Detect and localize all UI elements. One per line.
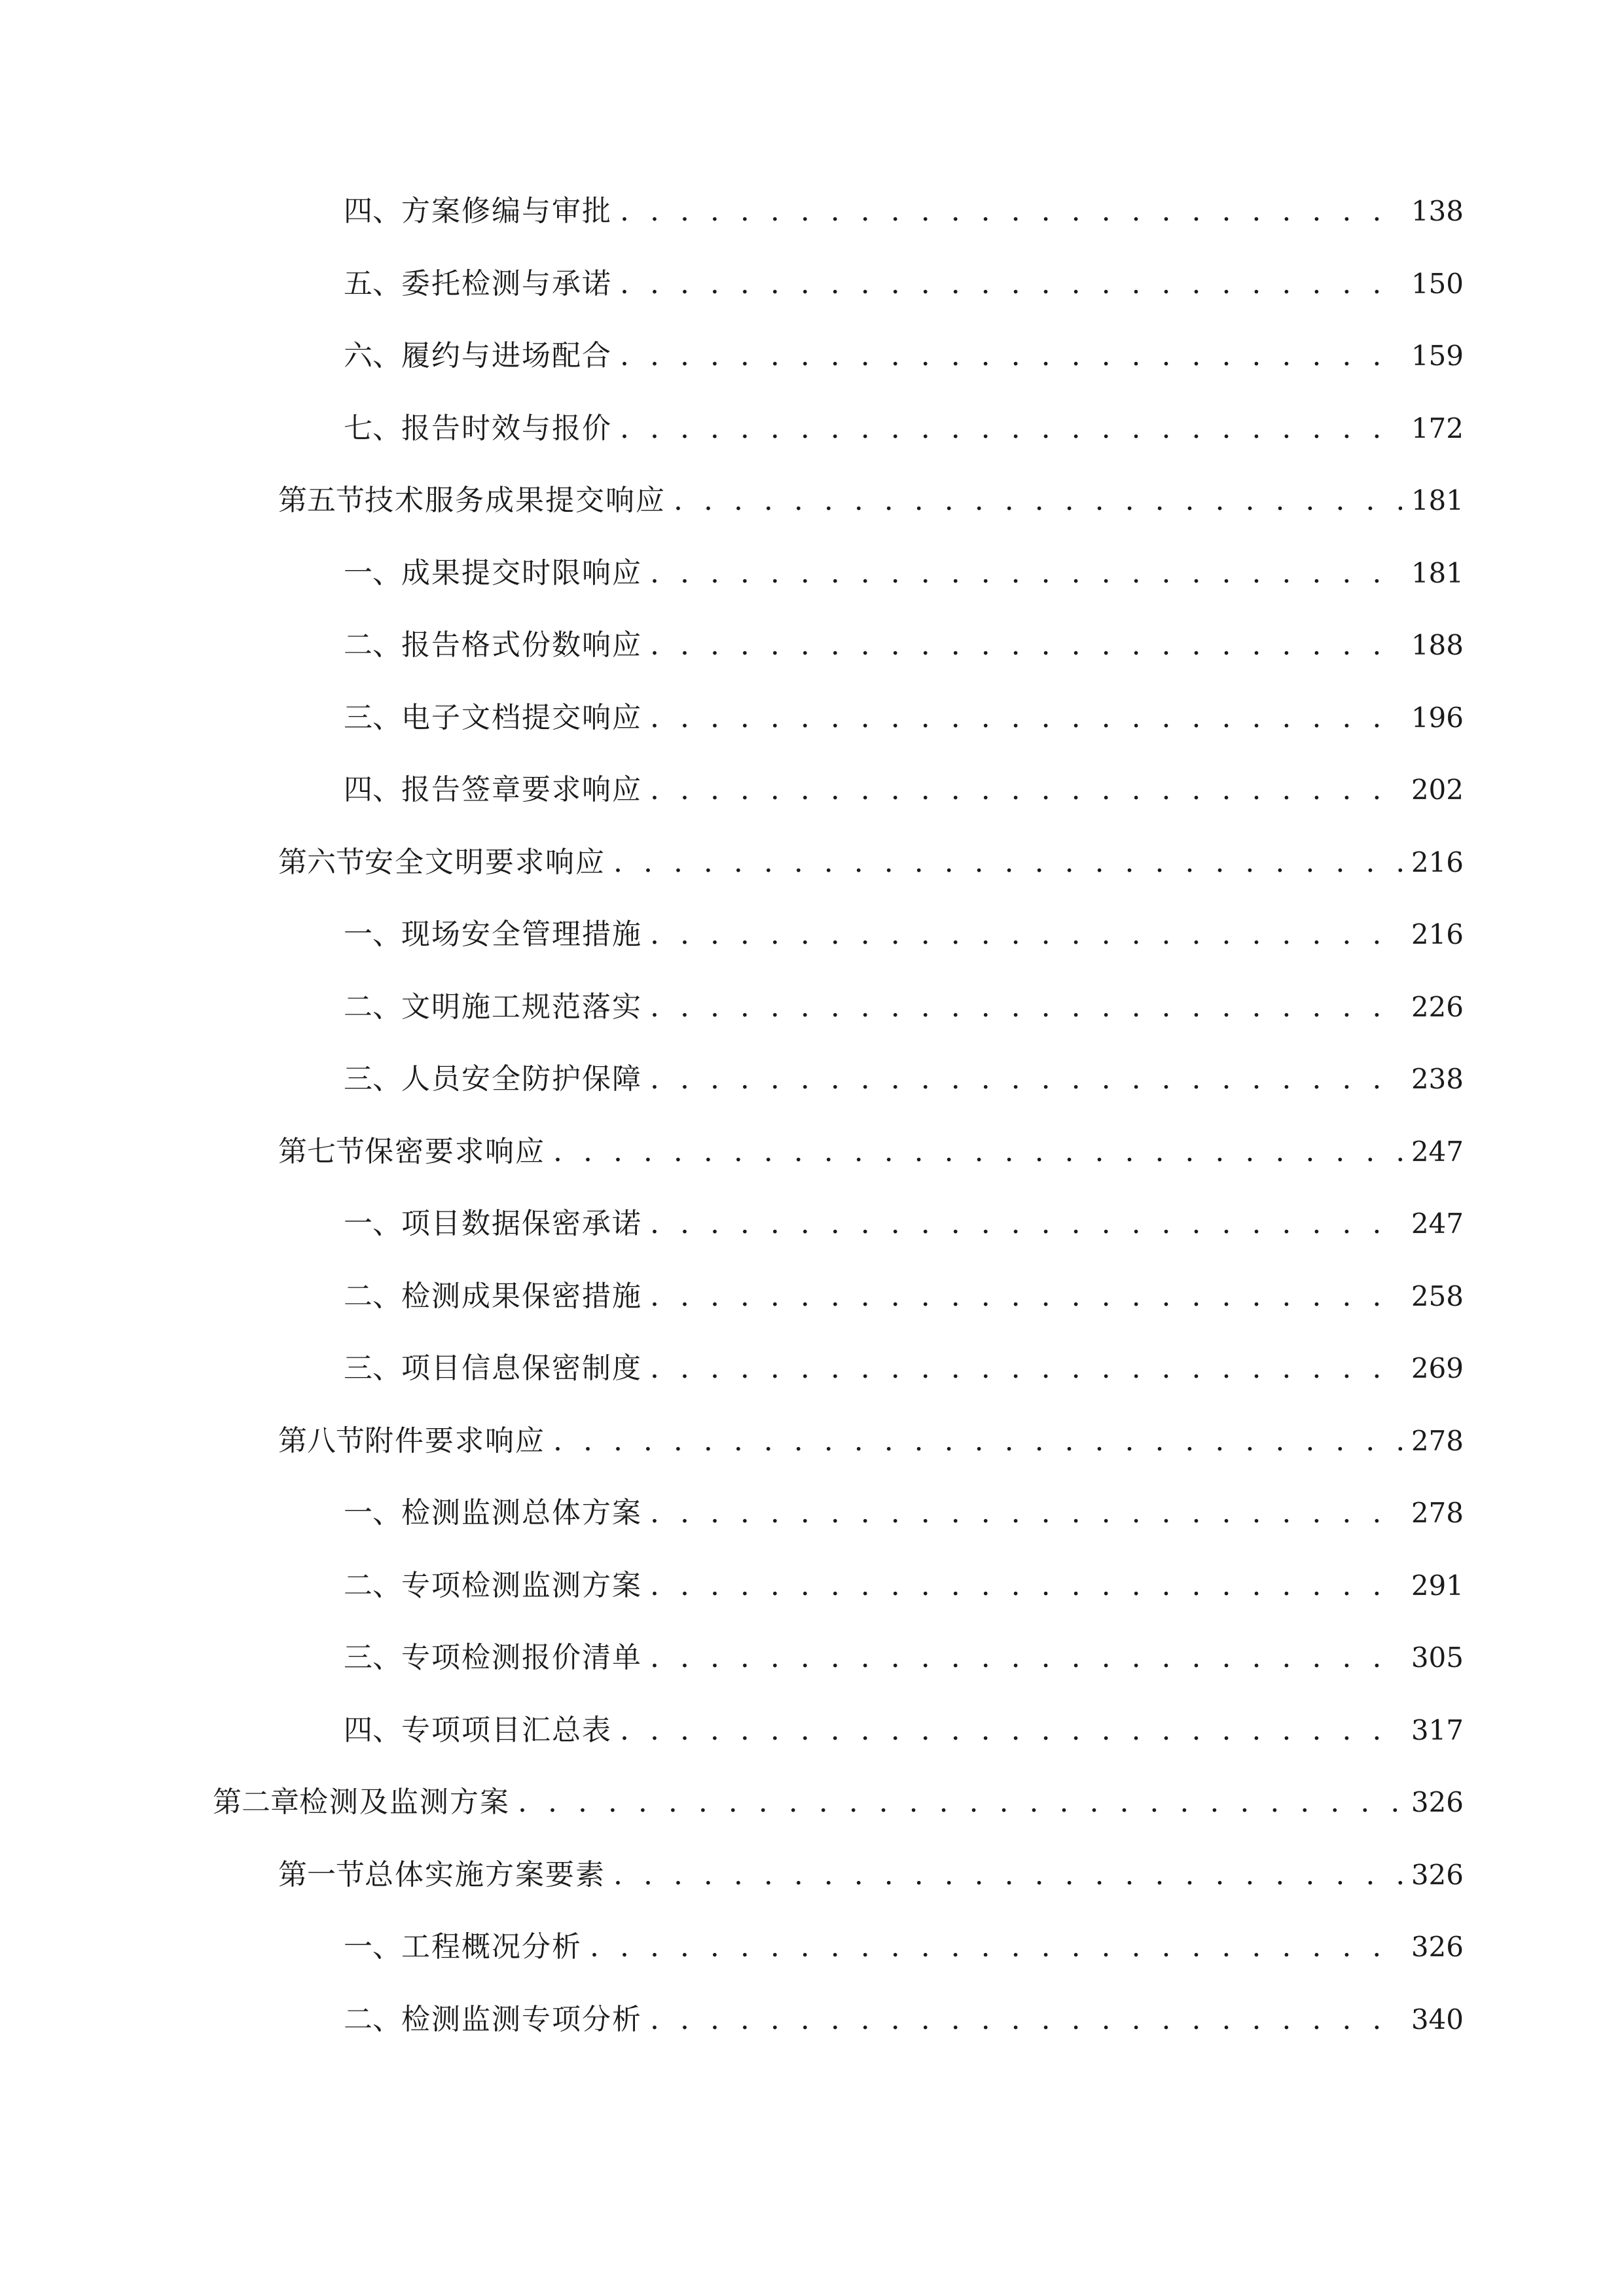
toc-page-number: 216 xyxy=(1411,846,1464,878)
toc-entry-number: 六、 xyxy=(344,339,401,372)
toc-entry-title: 检测及监测方案 xyxy=(299,1785,510,1819)
toc-page-number: 317 xyxy=(1411,1714,1464,1746)
toc-entry-number: 四、 xyxy=(344,773,401,806)
toc-entry[interactable] xyxy=(344,908,1464,961)
toc-dot-leader xyxy=(620,258,1402,310)
toc-entry[interactable] xyxy=(344,692,1464,744)
toc-entry-number: 一、 xyxy=(344,1207,401,1240)
toc-page-number: 181 xyxy=(1411,557,1464,589)
toc-entry-title: 总体实施方案要素 xyxy=(365,1858,605,1892)
toc-page-number: 172 xyxy=(1411,412,1464,444)
toc-page-number: 326 xyxy=(1411,1859,1464,1891)
toc-page-number: 226 xyxy=(1411,991,1464,1023)
toc-entry-number: 第六节 xyxy=(278,846,365,879)
toc-dot-leader xyxy=(674,475,1402,527)
toc-entry[interactable] xyxy=(344,403,1464,455)
toc-entry-number: 一、 xyxy=(344,1930,401,1964)
toc-entry-number: 二、 xyxy=(344,1569,401,1602)
toc-entry[interactable] xyxy=(344,330,1464,382)
toc-entry-title: 文明施工规范落实 xyxy=(401,990,642,1024)
toc-entry-number: 二、 xyxy=(344,1280,401,1313)
toc-dot-leader xyxy=(613,1849,1402,1901)
toc-entry-number: 第二章 xyxy=(213,1785,299,1819)
toc-entry-title: 安全文明要求响应 xyxy=(365,846,605,879)
toc-entry[interactable] xyxy=(278,1415,1464,1467)
toc-entry-title: 履约与进场配合 xyxy=(401,339,612,372)
toc-entry-number: 一、 xyxy=(344,918,401,951)
toc-entry-number: 三、 xyxy=(344,701,401,734)
toc-page-number: 150 xyxy=(1411,268,1464,300)
toc-page-number: 269 xyxy=(1411,1352,1464,1384)
toc-entry[interactable] xyxy=(278,1126,1464,1178)
toc-entry-title: 报告格式份数响应 xyxy=(401,628,642,662)
toc-entry-number: 七、 xyxy=(344,412,401,445)
toc-entry[interactable] xyxy=(344,619,1464,672)
toc-dot-leader xyxy=(650,619,1402,672)
toc-entry[interactable] xyxy=(344,1487,1464,1539)
toc-page-number: 216 xyxy=(1411,918,1464,950)
toc-entry-title: 专项检测报价清单 xyxy=(401,1641,642,1674)
toc-page-number: 305 xyxy=(1411,1641,1464,1674)
toc-entry-title: 委托检测与承诺 xyxy=(401,267,612,300)
toc-entry-number: 五、 xyxy=(344,267,401,300)
toc-dot-leader xyxy=(650,1632,1402,1684)
toc-entry-number: 第一节 xyxy=(278,1858,365,1892)
toc-entry[interactable] xyxy=(344,547,1464,600)
toc-entry[interactable] xyxy=(344,1342,1464,1395)
toc-entry-title: 技术服务成果提交响应 xyxy=(365,484,666,517)
toc-page-number: 326 xyxy=(1411,1931,1464,1963)
toc-dot-leader xyxy=(620,1704,1402,1757)
toc-dot-leader xyxy=(650,1270,1402,1323)
toc-entry[interactable] xyxy=(278,475,1464,527)
toc-entry-number: 第五节 xyxy=(278,484,365,517)
toc-entry-number: 第七节 xyxy=(278,1135,365,1168)
toc-dot-leader xyxy=(650,908,1402,961)
toc-dot-leader xyxy=(553,1126,1402,1178)
toc-page-number: 326 xyxy=(1411,1786,1464,1818)
toc-entry[interactable] xyxy=(344,1632,1464,1684)
toc-entry[interactable] xyxy=(344,1704,1464,1757)
toc-entry-title: 检测成果保密措施 xyxy=(401,1280,642,1313)
toc-entry[interactable] xyxy=(344,1053,1464,1105)
toc-page-number: 181 xyxy=(1411,484,1464,516)
toc-entry-title: 电子文档提交响应 xyxy=(401,701,642,734)
toc-entry[interactable] xyxy=(278,836,1464,889)
toc-entry-title: 工程概况分析 xyxy=(401,1930,582,1964)
toc-dot-leader xyxy=(650,1342,1402,1395)
toc-entry[interactable] xyxy=(344,1921,1464,1973)
toc-dot-leader xyxy=(650,1487,1402,1539)
toc-entry[interactable] xyxy=(344,1270,1464,1323)
toc-entry-number: 四、 xyxy=(344,1713,401,1747)
toc-page-number: 247 xyxy=(1411,1208,1464,1240)
toc-page-number: 196 xyxy=(1411,702,1464,734)
toc-entry-title: 现场安全管理措施 xyxy=(401,918,642,951)
toc-entry-title: 保密要求响应 xyxy=(365,1135,545,1168)
toc-entry-title: 项目数据保密承诺 xyxy=(401,1207,642,1240)
toc-dot-leader xyxy=(650,692,1402,744)
toc-page-number: 340 xyxy=(1411,2003,1464,2036)
toc-entry[interactable] xyxy=(344,981,1464,1033)
toc-entry-number: 二、 xyxy=(344,990,401,1024)
toc-entry[interactable] xyxy=(213,1776,1464,1829)
toc-entry-title: 专项项目汇总表 xyxy=(401,1713,612,1747)
toc-dot-leader xyxy=(650,981,1402,1033)
toc-entry-number: 一、 xyxy=(344,556,401,590)
toc-entry[interactable] xyxy=(344,764,1464,816)
toc-entry-number: 三、 xyxy=(344,1062,401,1096)
toc-entry[interactable] xyxy=(344,258,1464,310)
toc-dot-leader xyxy=(518,1776,1402,1829)
toc-dot-leader xyxy=(590,1921,1402,1973)
toc-entry-title: 附件要求响应 xyxy=(365,1424,545,1458)
toc-entry-number: 四、 xyxy=(344,194,401,228)
toc-page-number: 291 xyxy=(1411,1570,1464,1602)
toc-dot-leader xyxy=(613,836,1402,889)
toc-page-number: 138 xyxy=(1411,195,1464,227)
toc-entry-number: 第八节 xyxy=(278,1424,365,1458)
toc-entry-number: 二、 xyxy=(344,2003,401,2036)
toc-page-number: 278 xyxy=(1411,1497,1464,1529)
toc-dot-leader xyxy=(650,547,1402,600)
toc-entry-title: 项目信息保密制度 xyxy=(401,1352,642,1385)
toc-dot-leader xyxy=(620,330,1402,382)
toc-dot-leader xyxy=(650,1198,1402,1250)
toc-entry-title: 人员安全防护保障 xyxy=(401,1062,642,1096)
toc-dot-leader xyxy=(650,764,1402,816)
toc-entry[interactable] xyxy=(344,1994,1464,2046)
toc-entry-title: 检测监测总体方案 xyxy=(401,1496,642,1530)
toc-entry[interactable] xyxy=(344,1560,1464,1612)
toc-dot-leader xyxy=(620,185,1402,238)
toc-entry-title: 报告签章要求响应 xyxy=(401,773,642,806)
toc-entry-number: 三、 xyxy=(344,1641,401,1674)
toc-page-number: 278 xyxy=(1411,1425,1464,1457)
toc-entry-title: 专项检测监测方案 xyxy=(401,1569,642,1602)
toc-entry-number: 二、 xyxy=(344,628,401,662)
toc-page-number: 202 xyxy=(1411,774,1464,806)
toc-entry-title: 成果提交时限响应 xyxy=(401,556,642,590)
toc-entry-number: 三、 xyxy=(344,1352,401,1385)
toc-page-number: 247 xyxy=(1411,1136,1464,1168)
toc-entry[interactable] xyxy=(344,185,1464,238)
toc-entry-title: 报告时效与报价 xyxy=(401,412,612,445)
toc-entry-title: 检测监测专项分析 xyxy=(401,2003,642,2036)
toc-page-number: 238 xyxy=(1411,1063,1464,1095)
toc-dot-leader xyxy=(620,403,1402,455)
toc-dot-leader xyxy=(650,1994,1402,2046)
toc-entry[interactable] xyxy=(344,1198,1464,1250)
toc-page-number: 258 xyxy=(1411,1280,1464,1312)
toc-page-number: 188 xyxy=(1411,629,1464,661)
toc-page-number: 159 xyxy=(1411,340,1464,372)
toc-dot-leader xyxy=(650,1053,1402,1105)
toc-entry-title: 方案修编与审批 xyxy=(401,194,612,228)
toc-entry-number: 一、 xyxy=(344,1496,401,1530)
toc-entry[interactable] xyxy=(278,1849,1464,1901)
toc-dot-leader xyxy=(553,1415,1402,1467)
toc-dot-leader xyxy=(650,1560,1402,1612)
